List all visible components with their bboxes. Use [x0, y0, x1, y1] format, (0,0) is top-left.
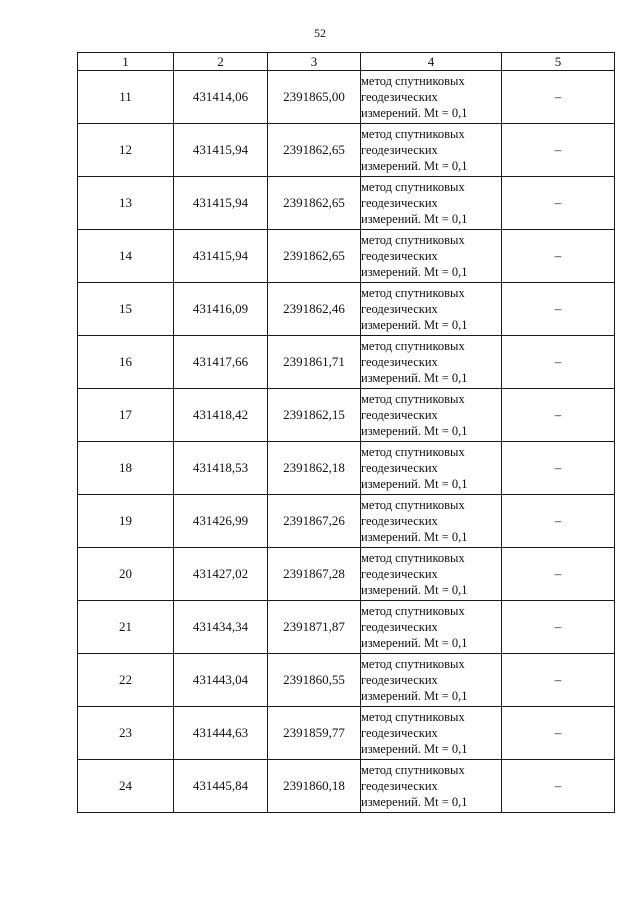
- error-cell: –: [502, 654, 615, 707]
- point-number-cell: 18: [78, 442, 174, 495]
- table-row: [78, 442, 615, 495]
- method-line: метод спутниковых: [361, 127, 465, 141]
- method-cell: [361, 654, 502, 707]
- method-line: измерений. Mt = 0,1: [361, 477, 468, 491]
- table-row: [78, 654, 615, 707]
- table-row: [78, 71, 615, 124]
- method-line: метод спутниковых: [361, 392, 465, 406]
- y-coordinate-cell: 2391862,46: [268, 283, 361, 336]
- x-coordinate-cell: 431416,09: [174, 283, 268, 336]
- header-row: [78, 53, 615, 71]
- method-line: измерений. Mt = 0,1: [361, 583, 468, 597]
- y-coordinate-cell: 2391865,00: [268, 71, 361, 124]
- method-line: метод спутниковых: [361, 551, 465, 565]
- y-coordinate-cell: 2391862,18: [268, 442, 361, 495]
- method-line: измерений. Mt = 0,1: [361, 795, 468, 809]
- error-cell: –: [502, 124, 615, 177]
- method-line: измерений. Mt = 0,1: [361, 530, 468, 544]
- point-number-cell: 13: [78, 177, 174, 230]
- method-cell: [361, 230, 502, 283]
- method-line: измерений. Mt = 0,1: [361, 371, 468, 385]
- table-header: [78, 53, 615, 71]
- table-row: [78, 124, 615, 177]
- point-number-cell: 14: [78, 230, 174, 283]
- error-cell: –: [502, 548, 615, 601]
- method-line: метод спутниковых: [361, 180, 465, 194]
- method-line: измерений. Mt = 0,1: [361, 212, 468, 226]
- method-line: метод спутниковых: [361, 74, 465, 88]
- point-number-cell: 24: [78, 760, 174, 813]
- error-cell: –: [502, 389, 615, 442]
- column-header-x: 2: [174, 53, 268, 71]
- y-coordinate-cell: 2391867,26: [268, 495, 361, 548]
- method-line: геодезических: [361, 355, 438, 369]
- point-number-cell: 19: [78, 495, 174, 548]
- method-line: геодезических: [361, 461, 438, 475]
- error-cell: –: [502, 707, 615, 760]
- method-line: геодезических: [361, 302, 438, 316]
- method-line: геодезических: [361, 408, 438, 422]
- y-coordinate-cell: 2391859,77: [268, 707, 361, 760]
- table-row: [78, 177, 615, 230]
- table-row: [78, 760, 615, 813]
- method-cell: [361, 124, 502, 177]
- y-coordinate-cell: 2391867,28: [268, 548, 361, 601]
- error-cell: –: [502, 601, 615, 654]
- method-cell: [361, 601, 502, 654]
- method-cell: [361, 336, 502, 389]
- page-number: 52: [314, 26, 326, 40]
- method-line: метод спутниковых: [361, 339, 465, 353]
- y-coordinate-cell: 2391862,65: [268, 177, 361, 230]
- point-number-cell: 11: [78, 71, 174, 124]
- error-cell: –: [502, 760, 615, 813]
- point-number-cell: 22: [78, 654, 174, 707]
- y-coordinate-cell: 2391862,65: [268, 124, 361, 177]
- y-coordinate-cell: 2391871,87: [268, 601, 361, 654]
- column-header-y: 3: [268, 53, 361, 71]
- x-coordinate-cell: 431445,84: [174, 760, 268, 813]
- method-cell: [361, 283, 502, 336]
- method-cell: [361, 495, 502, 548]
- method-line: геодезических: [361, 620, 438, 634]
- x-coordinate-cell: 431418,42: [174, 389, 268, 442]
- method-cell: [361, 389, 502, 442]
- method-line: геодезических: [361, 196, 438, 210]
- table-row: [78, 230, 615, 283]
- method-line: метод спутниковых: [361, 233, 465, 247]
- x-coordinate-cell: 431418,53: [174, 442, 268, 495]
- x-coordinate-cell: 431417,66: [174, 336, 268, 389]
- method-line: метод спутниковых: [361, 763, 465, 777]
- table-row: [78, 283, 615, 336]
- y-coordinate-cell: 2391861,71: [268, 336, 361, 389]
- method-line: геодезических: [361, 90, 438, 104]
- method-line: метод спутниковых: [361, 604, 465, 618]
- method-line: метод спутниковых: [361, 445, 465, 459]
- point-number-cell: 20: [78, 548, 174, 601]
- x-coordinate-cell: 431426,99: [174, 495, 268, 548]
- method-line: геодезических: [361, 567, 438, 581]
- y-coordinate-cell: 2391860,18: [268, 760, 361, 813]
- error-cell: –: [502, 177, 615, 230]
- column-header-point-number: 1: [78, 53, 174, 71]
- x-coordinate-cell: 431415,94: [174, 230, 268, 283]
- error-cell: –: [502, 495, 615, 548]
- x-coordinate-cell: 431415,94: [174, 177, 268, 230]
- table-row: [78, 548, 615, 601]
- x-coordinate-cell: 431444,63: [174, 707, 268, 760]
- x-coordinate-cell: 431414,06: [174, 71, 268, 124]
- method-line: измерений. Mt = 0,1: [361, 106, 468, 120]
- y-coordinate-cell: 2391862,15: [268, 389, 361, 442]
- method-line: измерений. Mt = 0,1: [361, 318, 468, 332]
- method-line: измерений. Mt = 0,1: [361, 636, 468, 650]
- method-cell: [361, 760, 502, 813]
- y-coordinate-cell: 2391862,65: [268, 230, 361, 283]
- method-line: геодезических: [361, 726, 438, 740]
- column-header-method: 4: [361, 53, 502, 71]
- table-row: [78, 707, 615, 760]
- table-row: [78, 389, 615, 442]
- column-header-error: 5: [502, 53, 615, 71]
- method-cell: [361, 548, 502, 601]
- error-cell: –: [502, 230, 615, 283]
- y-coordinate-cell: 2391860,55: [268, 654, 361, 707]
- x-coordinate-cell: 431434,34: [174, 601, 268, 654]
- method-cell: [361, 707, 502, 760]
- point-number-cell: 15: [78, 283, 174, 336]
- point-number-cell: 21: [78, 601, 174, 654]
- method-line: измерений. Mt = 0,1: [361, 159, 468, 173]
- error-cell: –: [502, 442, 615, 495]
- method-cell: [361, 177, 502, 230]
- point-number-cell: 23: [78, 707, 174, 760]
- table-row: [78, 495, 615, 548]
- method-line: геодезических: [361, 673, 438, 687]
- table-row: [78, 601, 615, 654]
- error-cell: –: [502, 283, 615, 336]
- point-number-cell: 17: [78, 389, 174, 442]
- x-coordinate-cell: 431427,02: [174, 548, 268, 601]
- error-cell: –: [502, 336, 615, 389]
- error-cell: –: [502, 71, 615, 124]
- coordinates-table: [77, 52, 615, 813]
- method-line: метод спутниковых: [361, 710, 465, 724]
- method-line: геодезических: [361, 249, 438, 263]
- method-line: геодезических: [361, 143, 438, 157]
- method-line: измерений. Mt = 0,1: [361, 689, 468, 703]
- x-coordinate-cell: 431415,94: [174, 124, 268, 177]
- table-body: [78, 71, 615, 813]
- method-line: измерений. Mt = 0,1: [361, 424, 468, 438]
- method-cell: [361, 71, 502, 124]
- method-line: метод спутниковых: [361, 286, 465, 300]
- x-coordinate-cell: 431443,04: [174, 654, 268, 707]
- point-number-cell: 16: [78, 336, 174, 389]
- method-line: метод спутниковых: [361, 498, 465, 512]
- method-line: геодезических: [361, 514, 438, 528]
- table-row: [78, 336, 615, 389]
- method-line: геодезических: [361, 779, 438, 793]
- method-line: метод спутниковых: [361, 657, 465, 671]
- method-line: измерений. Mt = 0,1: [361, 265, 468, 279]
- point-number-cell: 12: [78, 124, 174, 177]
- method-line: измерений. Mt = 0,1: [361, 742, 468, 756]
- method-cell: [361, 442, 502, 495]
